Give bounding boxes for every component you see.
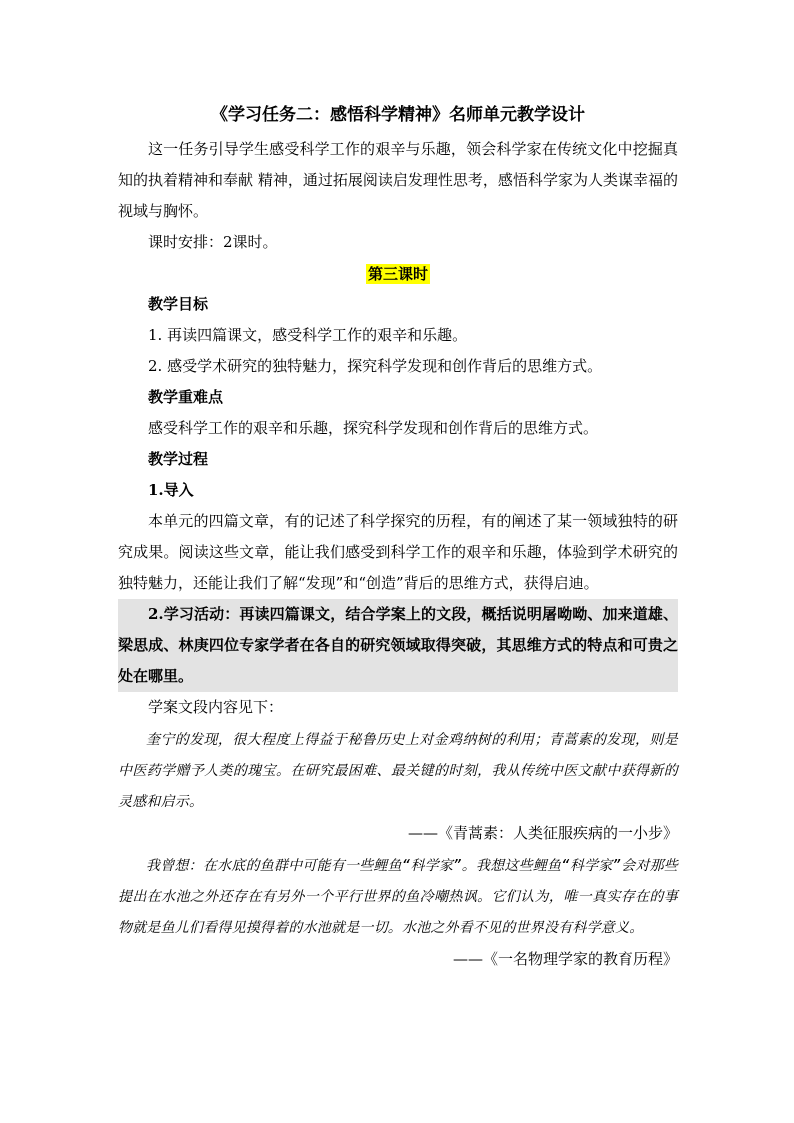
step1-heading: 1.导入 xyxy=(148,481,194,499)
intro-paragraph: 这一任务引导学生感受科学工作的艰辛与乐趣，领会科学家在传统文化中挖掘真知的执着精神和奉献 精神，通过拓展阅读启发理性思考，感悟科学家为人类谋幸福的视域与胸怀。 xyxy=(118,140,678,220)
key-points-heading: 教学重难点 xyxy=(148,388,224,406)
quote-1: 奎宁的发现，很大程度上得益于秘鲁历史上对金鸡纳树的利用；青蒿素的发现，则是中医药学赠予人类的瑰宝。在研究最困难、最关键的时刻，我从传统中医文献中获得新的灵感和启示。 xyxy=(118,732,678,810)
learning-activity-paragraph: 2.学习活动：再读四篇课文，结合学案上的文段，概括说明屠呦呦、加来道雄、梁思成、林庚四位专家学者在各自的研究领域取得突破，其思维方式的特点和可贵之处在哪里。 xyxy=(118,599,678,692)
key-points-text: 感受科学工作的艰辛和乐趣，探究科学发现和创作背后的思维方式。 xyxy=(148,419,599,437)
quote-1-source: ——《青蒿素：人类征服疾病的一小步》 xyxy=(407,824,678,842)
document-title: 《学习任务二：感悟科学精神》名师单元教学设计 xyxy=(211,105,585,125)
goals-heading: 教学目标 xyxy=(148,295,209,313)
quote-2: 我曾想：在水底的鱼群中可能有一些鲤鱼“科学家”。我想这些鲤鱼“科学家”会对那些提出在水池之外还存在有另外一个平行世界的鱼冷嘲热讽。它们认为，唯一真实存在的事物就是鱼儿们看得见摸得着的水池就是一切。水池之外看不见的世界没有科学意义。 xyxy=(118,858,678,936)
document-content xyxy=(118,100,678,975)
excerpt-intro: 学案文段内容见下： xyxy=(148,698,284,716)
lesson-label-wrap xyxy=(118,258,678,289)
goal-item-1: 1. 再读四篇课文，感受科学工作的艰辛和乐趣。 xyxy=(148,326,468,344)
process-heading: 教学过程 xyxy=(148,450,209,468)
step1-paragraph: 本单元的四篇文章，有的记述了科学探究的历程，有的阐述了某一领域独特的研究成果。阅读这些文章，能让我们感受到科学工作的艰辛和乐趣，体验到学术研究的独特魅力，还能让我们了解“发现”和“创造”背后的思维方式，获得启迪。 xyxy=(118,512,678,592)
quote-2-source: ——《一名物理学家的教育历程》 xyxy=(452,950,678,968)
schedule-line: 课时安排：2课时。 xyxy=(148,233,278,251)
lesson-label: 第三课时 xyxy=(367,265,428,283)
goal-item-2: 2. 感受学术研究的独特魅力，探究科学发现和创作背后的思维方式。 xyxy=(148,357,603,375)
